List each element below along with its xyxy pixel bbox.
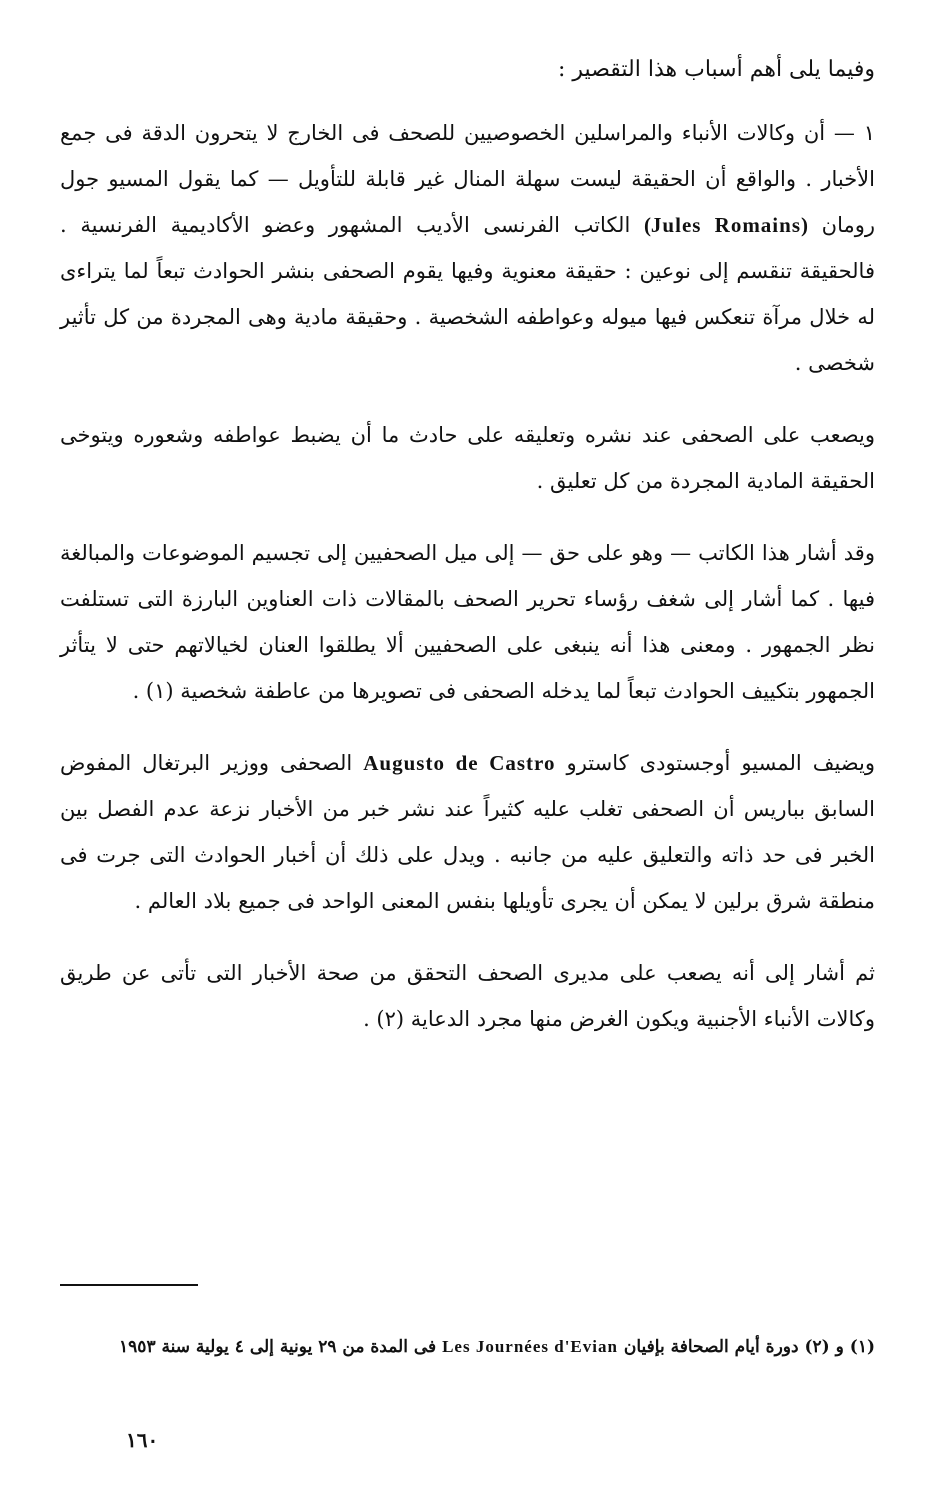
page-number: ١٦٠ — [126, 1428, 159, 1452]
paragraph-1-text-b: الكاتب الفرنسى الأديب المشهور وعضو الأكاديمية الفرنسية . فالحقيقة تنقسم إلى نوعين : حقيقة معنوية وفيها يقوم الصحفى بنشر الحوادث تبعاً لما يتراءى له خلال مرآة تنعكس فيها ميوله وعواطفه الشخصية . وحقيقة مادية وهى المجردة من كل تأثير شخصى . — [60, 213, 875, 375]
footnote — [60, 1330, 875, 1364]
paragraph-3 — [60, 530, 875, 714]
paragraph-2 — [60, 412, 875, 504]
paragraph-1-text-a: ١ — أن وكالات الأنباء والمراسلين الخصوصيين للصحف فى الخارج لا يتحرون الدقة فى جمع الأخبار . والواقع أن الحقيقة ليست سهلة المنال غير قابلة للتأويل — كما يقول المسيو جول رومان — [60, 121, 876, 237]
footnote-latin: Les Journées d'Evian — [442, 1337, 618, 1356]
book-page — [60, 40, 875, 1480]
paragraph-2-text: ويصعب على الصحفى عند نشره وتعليقه على حادث ما أن يضبط عواطفه وشعوره ويتوخى الحقيقة المادية المجردة من كل تعليق . — [60, 423, 875, 493]
paragraph-4-text-b: الصحفى ووزير البرتغال المفوض السابق بباريس أن الصحفى تغلب عليه كثيراً عند نشر خبر من الأخبار نزعة عدم الفصل بين الخبر فى حد ذاته والتعليق عليه من جانبه . ويدل على ذلك أن أخبار الحوادث التى جرت فى منطقة شرق برلين لا يمكن أن يجرى تأويلها بنفس المعنى الواحد فى جميع بلاد العالم . — [60, 751, 875, 913]
paragraph-4-latin: Augusto de Castro — [363, 751, 556, 775]
paragraph-3-text: وقد أشار هذا الكاتب — وهو على حق — إلى ميل الصحفيين إلى تجسيم الموضوعات والمبالغة فيها . كما أشار إلى شغف رؤساء تحرير الصحف بالمقالات ذات العناوين البارزة التى تستلفت نظر الجمهور . ومعنى هذا أنه ينبغى على الصحفيين ألا يطلقوا العنان لخيالاتهم حتى لا يتأثر الجمهور بتكييف الحوادث تبعاً لما يدخله الصحفى فى تصويرها من عاطفة شخصية (١) . — [60, 541, 875, 703]
paragraph-5-text: ثم أشار إلى أنه يصعب على مديرى الصحف التحقق من صحة الأخبار التى تأتى عن طريق وكالات الأنباء الأجنبية ويكون الغرض منها مجرد الدعاية (٢) . — [60, 961, 875, 1031]
intro-line: وفيما يلى أهم أسباب هذا التقصير : — [558, 57, 875, 82]
paragraph-4-text-a: ويضيف المسيو أوجستودى كاسترو — [566, 751, 876, 775]
paragraph-4 — [60, 740, 875, 924]
paragraph-1 — [60, 110, 875, 386]
footnote-text-a: (١) و (٢) دورة أيام الصحافة بإفيان — [623, 1337, 875, 1357]
footnote-text-b: فى المدة من ٢٩ يونية إلى ٤ يولية سنة ١٩٥٣ — [119, 1337, 437, 1357]
paragraph-1-latin: (Jules Romains) — [643, 213, 808, 237]
paragraph-5 — [60, 950, 875, 1042]
footnote-divider — [60, 1284, 198, 1286]
